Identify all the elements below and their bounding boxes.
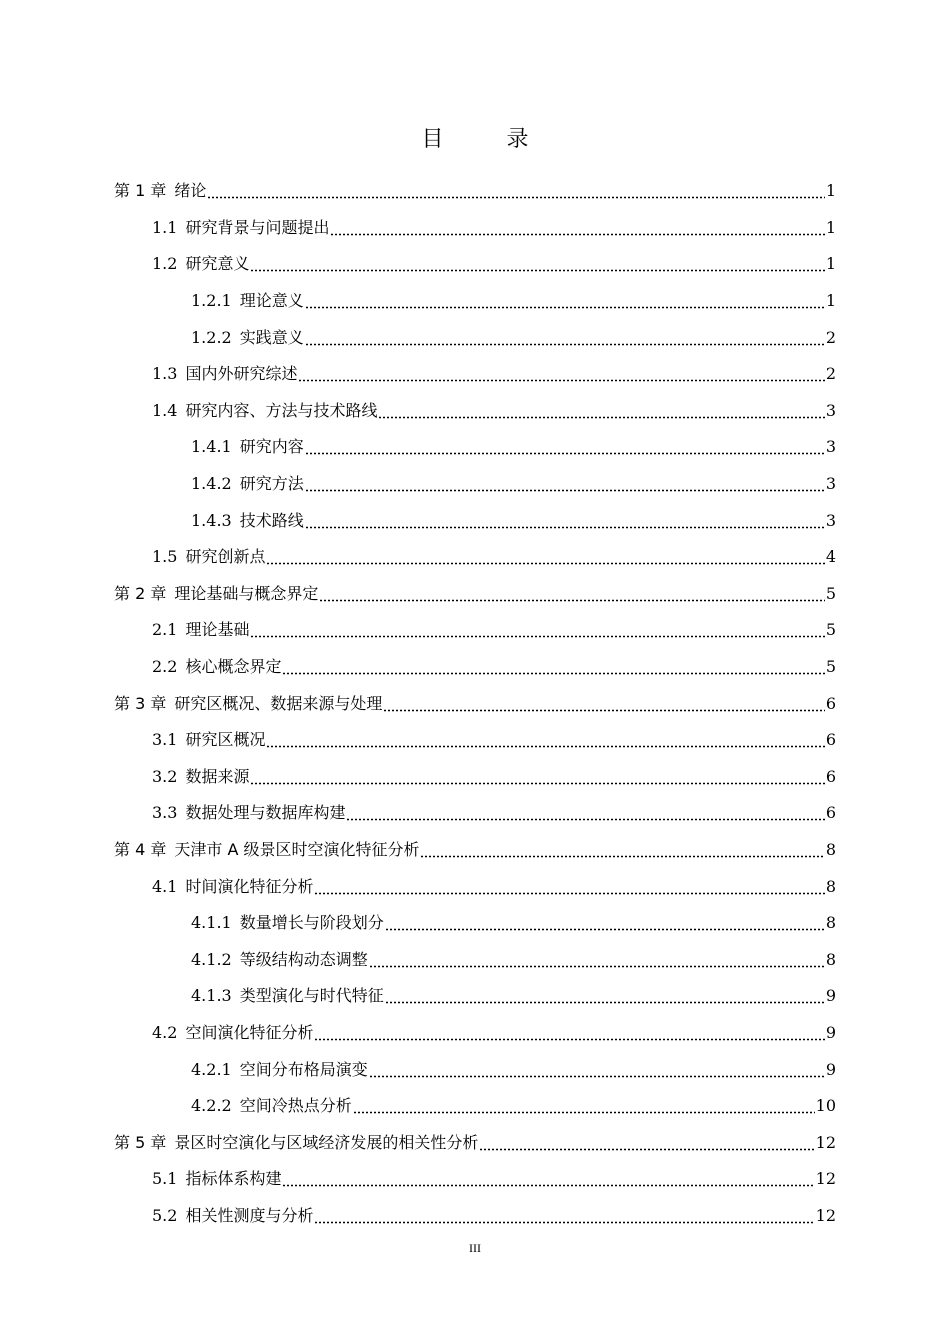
toc-entry-page: 12 (815, 1169, 836, 1189)
toc-entry[interactable] (152, 795, 836, 832)
toc-entry-page: 6 (825, 693, 836, 713)
toc-entry-label (152, 1206, 313, 1226)
toc-entry-label (114, 694, 382, 714)
toc-entry[interactable] (152, 759, 836, 796)
toc-entry-label (152, 877, 313, 897)
toc-entry-number: 2.2 (152, 657, 178, 677)
toc-entry-label (191, 437, 304, 457)
toc-entry-title: 国内外研究综述 (185, 364, 298, 384)
toc-entry-page: 12 (815, 1205, 836, 1225)
toc-entry[interactable] (191, 905, 836, 942)
toc-entry[interactable] (152, 210, 836, 247)
toc-entry-label (152, 364, 297, 384)
toc-entry-label (152, 1169, 281, 1189)
toc-dot-leader (305, 328, 825, 348)
toc-entry-number: 4.2 (152, 1022, 178, 1042)
toc-dot-leader (305, 474, 825, 494)
toc-entry-title: 实践意义 (239, 327, 304, 347)
toc-entry-page: 9 (825, 1022, 836, 1042)
toc-dot-leader (250, 254, 824, 274)
toc-entry-page: 3 (825, 437, 836, 457)
toc-entry-label (191, 950, 368, 970)
toc-entry-number: 4.2.2 (191, 1096, 232, 1116)
toc-entry-title: 类型演化与时代特征 (239, 986, 384, 1006)
toc-entry-label (152, 803, 345, 823)
toc-entry-label (152, 730, 265, 750)
toc-dot-leader (282, 1169, 814, 1189)
toc-entry[interactable] (152, 868, 836, 905)
toc-entry-page: 2 (825, 327, 836, 347)
toc-dot-leader (266, 730, 824, 750)
toc-entry-page: 5 (825, 583, 836, 603)
toc-entry-number: 1.5 (152, 547, 178, 567)
toc-entry-number: 5.2 (152, 1205, 178, 1225)
toc-entry-label (191, 913, 384, 933)
toc-entry-page: 3 (825, 400, 836, 420)
toc-entry-title: 数量增长与阶段划分 (239, 913, 384, 933)
toc-entry[interactable] (191, 1051, 836, 1088)
toc-entry-page: 12 (815, 1132, 836, 1152)
toc-entry-label (152, 620, 249, 640)
toc-entry[interactable] (152, 1198, 836, 1235)
toc-entry-number: 2.1 (152, 620, 178, 640)
toc-entry-label (191, 1060, 368, 1080)
toc-dot-leader (250, 620, 824, 640)
toc-entry-title: 理论基础与概念界定 (174, 583, 319, 603)
toc-entry-page: 3 (825, 510, 836, 530)
toc-entry-number: 5.1 (152, 1169, 178, 1189)
toc-dot-leader (369, 1060, 825, 1080)
toc-entry[interactable] (191, 319, 836, 356)
toc-entry-page: 5 (825, 620, 836, 640)
toc-entry-label (191, 1096, 352, 1116)
toc-entry[interactable] (191, 1088, 836, 1125)
toc-entry[interactable] (114, 832, 836, 869)
toc-dot-leader (346, 803, 824, 823)
toc-entry-title: 研究创新点 (185, 547, 266, 567)
toc-entry-label (152, 657, 281, 677)
toc-entry-title: 研究背景与问题提出 (185, 217, 330, 237)
toc-dot-leader (314, 1023, 824, 1043)
toc-entry-page: 4 (825, 547, 836, 567)
toc-dot-leader (266, 547, 824, 567)
toc-dot-leader (385, 913, 825, 933)
toc-entry-label (191, 511, 304, 531)
toc-entry-label (114, 840, 419, 860)
toc-entry-title: 研究区概况、数据来源与处理 (174, 693, 383, 713)
toc-entry-title: 研究内容 (239, 437, 304, 457)
toc-entry[interactable] (191, 941, 836, 978)
toc-entry-number: 1.4.2 (191, 474, 232, 494)
toc-entry-title: 指标体系构建 (185, 1169, 282, 1189)
toc-entry-number: 第 3 章 (114, 693, 167, 713)
toc-entry[interactable] (152, 649, 836, 686)
toc-title: 目 录 (421, 127, 557, 152)
toc-entry-number: 1.4.1 (191, 437, 232, 457)
toc-entry-title: 空间冷热点分析 (239, 1096, 352, 1116)
toc-entry[interactable] (191, 502, 836, 539)
toc-entry-title: 空间分布格局演变 (239, 1059, 368, 1079)
toc-entry-title: 绪论 (174, 181, 207, 201)
toc-entry-title: 数据来源 (185, 766, 250, 786)
toc-entry[interactable] (191, 283, 836, 320)
toc-dot-leader (314, 1206, 814, 1226)
toc-entry-page: 1 (825, 217, 836, 237)
toc-dot-leader (330, 218, 824, 238)
toc-entry-page: 2 (825, 364, 836, 384)
toc-entry-title: 研究区概况 (185, 730, 266, 750)
toc-entry-title: 天津市 A 级景区时空演化特征分析 (174, 839, 420, 859)
toc-entry[interactable] (152, 539, 836, 576)
toc-entry-number: 1.2 (152, 254, 178, 274)
toc-entry-number: 1.1 (152, 217, 178, 237)
toc-entry-label (191, 291, 304, 311)
toc-entry[interactable] (152, 246, 836, 283)
toc-entry-number: 第 4 章 (114, 839, 167, 859)
toc-dot-leader (420, 840, 824, 860)
toc-entry-title: 理论意义 (239, 291, 304, 311)
toc-entry-label (114, 1133, 478, 1153)
toc-entry-title: 等级结构动态调整 (239, 949, 368, 969)
toc-entry-label (152, 547, 265, 567)
toc-entry-title: 空间演化特征分析 (185, 1022, 314, 1042)
toc-dot-leader (250, 767, 824, 787)
toc-entry-number: 1.2.1 (191, 291, 232, 311)
toc-entry-number: 1.3 (152, 364, 178, 384)
toc-entry-page: 9 (825, 986, 836, 1006)
toc-entry[interactable] (152, 393, 836, 430)
toc-entry-label (152, 767, 249, 787)
toc-entry-title: 研究方法 (239, 474, 304, 494)
toc-entry-title: 相关性测度与分析 (185, 1205, 314, 1225)
toc-entry-page: 8 (825, 839, 836, 859)
toc-entry-number: 3.1 (152, 730, 178, 750)
toc-entry[interactable] (152, 1015, 836, 1052)
toc-entry-number: 3.2 (152, 766, 178, 786)
toc-entry[interactable] (152, 356, 836, 393)
toc-entry-number: 第 1 章 (114, 181, 167, 201)
toc-dot-leader (383, 694, 824, 714)
toc-dot-leader (369, 950, 825, 970)
toc-entry-number: 4.1.2 (191, 949, 232, 969)
toc-entry-number: 1.4 (152, 400, 178, 420)
toc-dot-leader (282, 657, 824, 677)
toc-entry-number: 3.3 (152, 803, 178, 823)
toc-entry-page: 1 (825, 181, 836, 201)
toc-entry-title: 技术路线 (239, 510, 304, 530)
toc-dot-leader (353, 1096, 815, 1116)
toc-entry-label (191, 986, 384, 1006)
toc-dot-leader (305, 437, 825, 457)
toc-entry-page: 9 (825, 1059, 836, 1079)
toc-entry[interactable] (114, 173, 836, 210)
toc-entry-title: 数据处理与数据库构建 (185, 803, 346, 823)
toc-entry-page: 3 (825, 474, 836, 494)
toc-entry-label (152, 401, 377, 421)
toc-entry-page: 1 (825, 291, 836, 311)
toc-entry-page: 8 (825, 949, 836, 969)
toc-entry-number: 4.1.1 (191, 913, 232, 933)
toc-dot-leader (298, 364, 824, 384)
toc-entry[interactable] (114, 685, 836, 722)
page-number-footer: III (469, 1241, 481, 1255)
toc-entry-label (191, 328, 304, 348)
toc-entry-title: 景区时空演化与区域经济发展的相关性分析 (174, 1132, 479, 1152)
toc-entry-page: 6 (825, 730, 836, 750)
toc-entry-number: 4.2.1 (191, 1059, 232, 1079)
toc-dot-leader (314, 877, 824, 897)
toc-entry-page: 8 (825, 876, 836, 896)
toc-entry-page: 5 (825, 657, 836, 677)
toc-dot-leader (305, 291, 825, 311)
toc-entry-number: 4.1.3 (191, 986, 232, 1006)
toc-entry[interactable] (152, 612, 836, 649)
toc-dot-leader (207, 181, 824, 201)
toc-entry-number: 4.1 (152, 876, 178, 896)
toc-list (0, 173, 950, 1234)
toc-entry[interactable] (191, 429, 836, 466)
toc-entry-number: 第 5 章 (114, 1132, 167, 1152)
toc-entry-title: 研究内容、方法与技术路线 (185, 400, 378, 420)
toc-entry-page: 10 (815, 1096, 836, 1116)
toc-entry-number: 第 2 章 (114, 583, 167, 603)
toc-entry-page: 8 (825, 913, 836, 933)
toc-entry[interactable] (191, 978, 836, 1015)
toc-entry-label (152, 218, 329, 238)
toc-entry-page: 1 (825, 254, 836, 274)
toc-entry-label (114, 181, 206, 201)
toc-entry-page: 6 (825, 803, 836, 823)
toc-entry[interactable] (152, 1161, 836, 1198)
toc-dot-leader (385, 986, 825, 1006)
toc-entry-title: 时间演化特征分析 (185, 876, 314, 896)
toc-entry[interactable] (152, 722, 836, 759)
toc-entry[interactable] (191, 466, 836, 503)
toc-entry-number: 1.4.3 (191, 510, 232, 530)
toc-entry-number: 1.2.2 (191, 327, 232, 347)
toc-entry-label (191, 474, 304, 494)
toc-dot-leader (479, 1133, 814, 1153)
toc-entry-label (152, 254, 249, 274)
toc-entry-title: 理论基础 (185, 620, 250, 640)
toc-entry-page: 6 (825, 766, 836, 786)
toc-entry-label (152, 1023, 313, 1043)
toc-dot-leader (319, 584, 824, 604)
toc-entry[interactable] (114, 1124, 836, 1161)
toc-entry-title: 核心概念界定 (185, 657, 282, 677)
toc-entry-label (114, 584, 318, 604)
toc-dot-leader (305, 511, 825, 531)
toc-entry-title: 研究意义 (185, 254, 250, 274)
toc-entry[interactable] (114, 576, 836, 613)
toc-dot-leader (378, 401, 824, 421)
